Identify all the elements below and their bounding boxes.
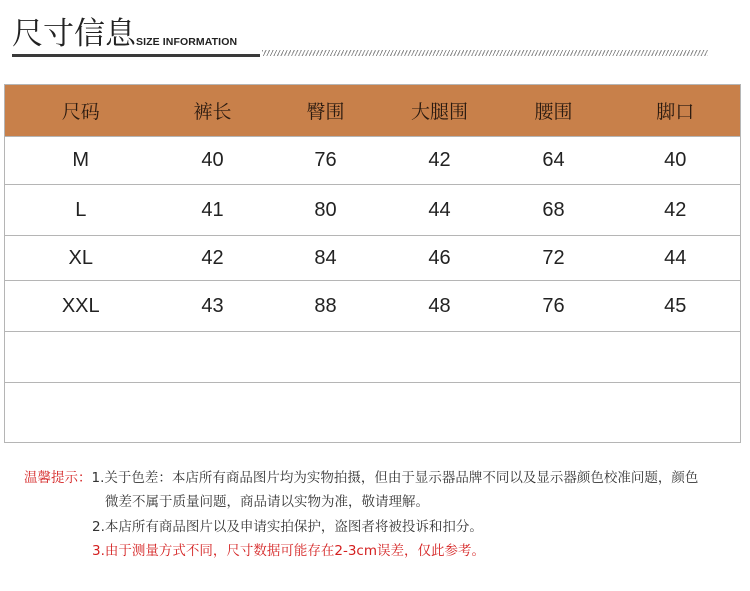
table-cell (157, 383, 269, 443)
table-row-empty (5, 332, 741, 383)
note-line-1 (24, 466, 698, 490)
table-cell: 68 (497, 185, 611, 236)
table-cell: L (5, 185, 157, 236)
table-cell: 76 (497, 281, 611, 332)
table-cell: 46 (383, 236, 497, 281)
table-cell (611, 383, 741, 443)
table-row-empty (5, 383, 741, 443)
table-cell: XL (5, 236, 157, 281)
table-cell: 42 (157, 236, 269, 281)
table-cell (269, 383, 383, 443)
note-line-3: 3.由于测量方式不同，尺寸数据可能存在2-3cm误差，仅此参考。 (92, 543, 486, 559)
table-header-row (5, 85, 741, 137)
table-cell: 41 (157, 185, 269, 236)
table-cell: 40 (611, 137, 741, 185)
note-line-1-continued: 微差不属于质量问题，商品请以实物为准，敬请理解。 (105, 494, 429, 510)
note-text: 1.关于色差：本店所有商品图片均为实物拍摄，但由于显示器品牌不同以及显示器颜色校准问题，颜色 (91, 470, 699, 486)
decorative-hatch-divider (262, 50, 708, 56)
table-cell: 84 (269, 236, 383, 281)
table-cell (383, 332, 497, 383)
table-row (5, 185, 741, 236)
section-header (12, 0, 742, 70)
table-cell: 43 (157, 281, 269, 332)
table-cell: 42 (383, 137, 497, 185)
table-cell (611, 332, 741, 383)
column-header-pants-length: 裤长 (157, 85, 269, 137)
table-cell: 72 (497, 236, 611, 281)
table-cell: 80 (269, 185, 383, 236)
table-cell: 64 (497, 137, 611, 185)
table-cell (269, 332, 383, 383)
table-cell: M (5, 137, 157, 185)
table-row (5, 281, 741, 332)
section-title: 尺寸信息 (12, 16, 136, 52)
table-cell: 48 (383, 281, 497, 332)
note-line-2: 2.本店所有商品图片以及申请实拍保护，盗图者将被投诉和扣分。 (92, 519, 483, 535)
title-underline (12, 54, 260, 57)
table-cell (383, 383, 497, 443)
column-header-waist: 腰围 (497, 85, 611, 137)
table-cell: 88 (269, 281, 383, 332)
column-header-thigh: 大腿围 (383, 85, 497, 137)
column-header-size: 尺码 (5, 85, 157, 137)
table-cell (497, 383, 611, 443)
section-subtitle: SIZE INFORMATION (136, 36, 238, 48)
table-row (5, 236, 741, 281)
table-row (5, 137, 741, 185)
table-cell: 44 (611, 236, 741, 281)
table-cell: XXL (5, 281, 157, 332)
column-header-leg-opening: 脚口 (611, 85, 741, 137)
table-cell (157, 332, 269, 383)
size-chart-table (4, 84, 741, 443)
table-cell: 44 (383, 185, 497, 236)
notes-label: 温馨提示： (24, 470, 92, 486)
table-cell: 42 (611, 185, 741, 236)
table-cell (497, 332, 611, 383)
table-cell (5, 332, 157, 383)
table-cell: 45 (611, 281, 741, 332)
table-cell: 76 (269, 137, 383, 185)
table-cell: 40 (157, 137, 269, 185)
column-header-hip: 臀围 (269, 85, 383, 137)
table-cell (5, 383, 157, 443)
